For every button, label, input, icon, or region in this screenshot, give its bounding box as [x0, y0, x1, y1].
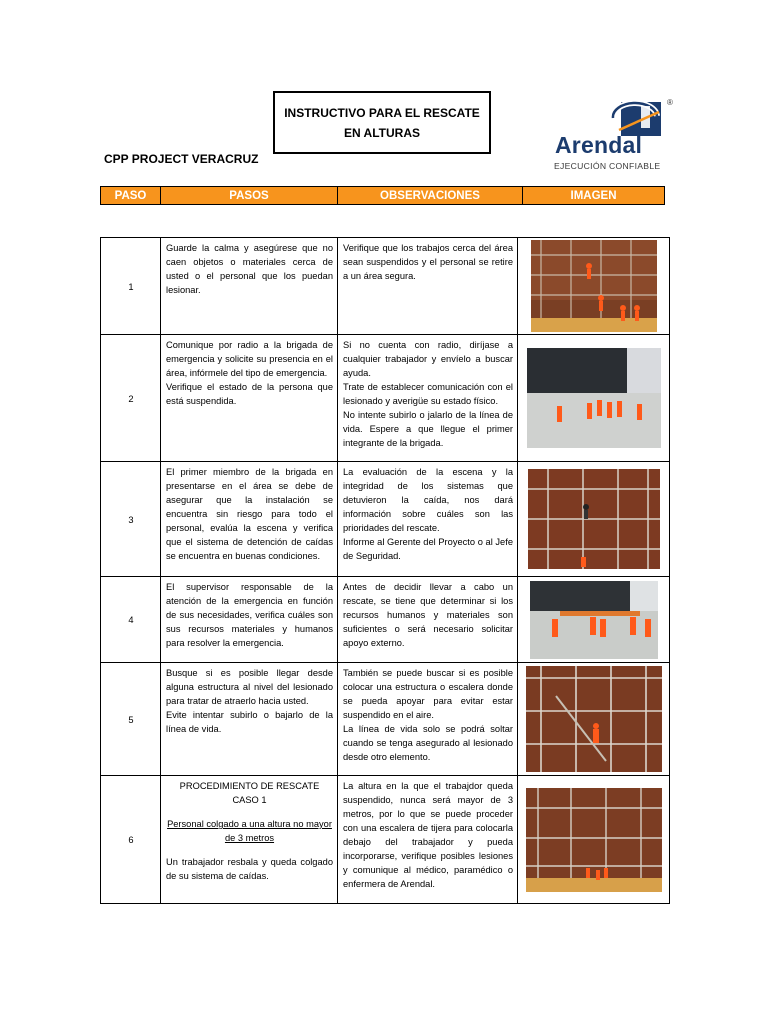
- obs-text: La altura en la que el trabajdor queda suspendido, nunca será mayor de 3 metros, por lo que se puede proceder con una escalera de tijera para colocarla debajo del trabajador y pueda incorporarse, verifique posibles lesiones y comunique al médico, paramédico o enfermera de Arendal.: [343, 781, 513, 889]
- step-number: 5: [101, 663, 161, 776]
- pasos-text: Guarde la calma y asegúrese que no caen objetos o materiales cerca de usted o el personal que los puedan lesionar.: [166, 243, 333, 295]
- rescue-photo: [530, 581, 658, 659]
- obs-text: Trate de establecer comunicación con el lesionado y averigüe su estado físico.: [343, 382, 513, 406]
- obs-text: Si no cuenta con radio, diríjase a cualquier trabajador y envíelo a buscar ayuda.: [343, 340, 513, 378]
- rescue-photo: [526, 788, 662, 892]
- step-observaciones: [338, 663, 518, 776]
- obs-text: La evaluación de la escena y la integridad de los sistemas que detuvieron la caída, nos dará información sobre cuáles son las prioridades del rescate.: [343, 467, 513, 533]
- rescue-photo: [528, 469, 660, 569]
- table-row: [101, 663, 670, 776]
- header-pasos: PASOS: [161, 187, 338, 204]
- step-pasos: [161, 577, 338, 663]
- header-imagen: IMAGEN: [570, 189, 617, 202]
- step-pasos: [161, 462, 338, 577]
- rescue-photo: [527, 348, 661, 448]
- pasos-text: Un trabajador resbala y queda colgado de su sistema de caídas.: [166, 857, 333, 881]
- step-image-cell: [518, 238, 670, 335]
- pasos-text: Comunique por radio a la brigada de emergencia y solicite su presencia en el área, infórmele del tipo de emergencia.: [166, 340, 333, 378]
- pasos-text: Verifique el estado de la persona que está suspendida.: [166, 382, 333, 406]
- obs-text: Informe al Gerente del Proyecto o al Jefe de Seguridad.: [343, 537, 513, 561]
- obs-text: No intente subirlo o jalarlo de la línea de vida. Espere a que llegue el primer integrante de la brigada.: [343, 410, 513, 448]
- table-row: [101, 335, 670, 462]
- step-number: 6: [101, 776, 161, 904]
- obs-text: Verifique que los trabajos cerca del área sean suspendidos y el personal se retire a un área segura.: [343, 243, 513, 281]
- step-number: 2: [101, 335, 161, 462]
- step-image-cell: [518, 663, 670, 776]
- rescue-steps-table: [100, 237, 670, 904]
- step-image-cell: [518, 462, 670, 577]
- header-paso: PASO: [101, 187, 161, 204]
- table-row: [101, 238, 670, 335]
- case-subtitle: Personal colgado a una altura no mayor de 3 metros: [167, 819, 332, 843]
- table-row: [101, 577, 670, 663]
- step-pasos: [161, 238, 338, 335]
- step-image-cell: [518, 577, 670, 663]
- step-number: 1: [101, 238, 161, 335]
- step-pasos: [161, 663, 338, 776]
- step-image-cell: [518, 776, 670, 904]
- pasos-text: Evite intentar subirlo o bajarlo de la línea de vida.: [166, 710, 333, 734]
- document-title-line2: EN ALTURAS: [344, 125, 420, 140]
- obs-text: La línea de vida solo se podrá soltar cuando se tenga asegurado al lesionado desde otro elemento.: [343, 724, 513, 762]
- obs-text: También se puede buscar si es posible colocar una estructura o escalera donde se pueda apoyar para evitar estar suspendido en el aire.: [343, 668, 513, 720]
- step-number: 4: [101, 577, 161, 663]
- step-observaciones: [338, 238, 518, 335]
- arendal-logo: [553, 98, 673, 178]
- rescue-photo: [531, 240, 657, 332]
- registered-mark: ®: [667, 98, 673, 107]
- step-observaciones: [338, 462, 518, 577]
- document-title-box: [273, 91, 491, 154]
- rescue-photo: [526, 666, 662, 772]
- step-number: 3: [101, 462, 161, 577]
- logo-tagline: EJECUCIÓN CONFIABLE: [554, 161, 661, 171]
- step-pasos: [161, 776, 338, 904]
- pasos-text: El supervisor responsable de la atención de la emergencia en función de sus necesidades, verifica cuáles son sus recursos materiales y humanos para resolver la emergencia.: [166, 582, 333, 648]
- procedure-heading: PROCEDIMIENTO DE RESCATE: [179, 781, 320, 791]
- step-image-cell: [518, 335, 670, 462]
- logo-brand-text: Arendal: [555, 132, 643, 158]
- step-observaciones: [338, 577, 518, 663]
- pasos-text: El primer miembro de la brigada en presentarse en el área se debe de asegurar que la instalación se encuentra sin riesgo para todo el personal, evalúa la escena y verifica que el sistema de detención de caídas se encuentra en buenas condiciones.: [166, 467, 333, 561]
- table-row: [101, 462, 670, 577]
- step-observaciones: [338, 776, 518, 904]
- step-observaciones: [338, 335, 518, 462]
- case-heading: CASO 1: [232, 795, 267, 805]
- step-pasos: [161, 335, 338, 462]
- pasos-text: Busque si es posible llegar desde alguna estructura al nivel del lesionado para tratar de atraerlo hacia usted.: [166, 668, 333, 706]
- header-observaciones: OBSERVACIONES: [338, 187, 523, 204]
- project-name: CPP PROJECT VERACRUZ: [104, 152, 259, 166]
- table-header-bar: [100, 186, 665, 205]
- obs-text: Antes de decidir llevar a cabo un rescate, se tiene que determinar si los recursos humanos y materiales son suficientes o será necesario solicitar apoyo externo.: [343, 582, 513, 648]
- table-row: [101, 776, 670, 904]
- document-title-line1: INSTRUCTIVO PARA EL RESCATE: [284, 105, 480, 120]
